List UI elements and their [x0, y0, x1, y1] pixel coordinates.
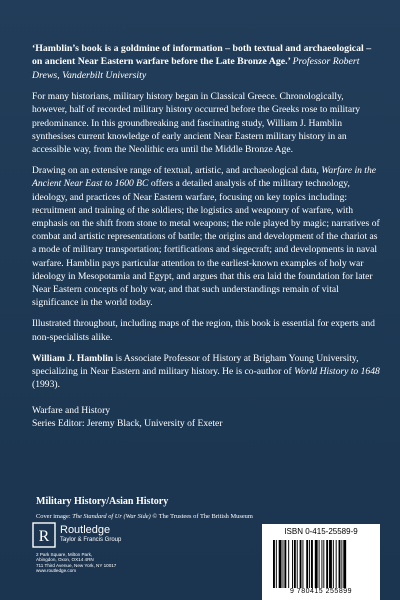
author-name: William J. Hamblin — [32, 352, 114, 364]
author-bio-text: is Associate Professor of History at Brigham Young University, specializing in Near Eastern and military history. He is co-author of — [32, 352, 359, 378]
address-line: Abingdon, Oxon, OX14 4RN — [36, 557, 94, 563]
review-quote — [32, 42, 380, 82]
author-bio — [32, 352, 380, 392]
publisher-group: Taylor & Francis Group — [60, 537, 122, 543]
blurb-paragraph-3: Illustrated throughout, including maps of the region, this book is essential for experts and non-specialists alike. — [32, 318, 375, 343]
series-editor: Series Editor: Jeremy Black, University of Exeter — [32, 418, 223, 430]
publisher-name: Routledge — [60, 524, 111, 536]
svg-text:R: R — [38, 528, 50, 545]
publisher-logo-text — [60, 524, 121, 544]
quote-attribution: Professor Robert Drews, Vanderbilt University — [32, 56, 360, 81]
book-title: Warfare in the Ancient Near East to 1600 BC — [32, 165, 377, 190]
subject-category: Military History/Asian History — [36, 496, 169, 507]
credit-prefix: Cover image: — [36, 513, 71, 520]
blurb-p2-rest: offers a detailed analysis of the military technology, ideology, and practices of Near Eastern warfare, focusing on key topics including: recruitment and training of the soldiers; the logistics and weaponry of warfare, with emphasis on the shift from stone to metal weapons; the role played by magic; narratives of combat and artistic representations of battle; the origins and development of the chariot as a mode of military transportation; fortifications and siegecraft; and developments in naval warfare. Hamblin pays particular attention to the earliest-known examples of holy war ideology in Mesopotamia and Egypt, and argues that this era laid the foundation for later Near Eastern concepts of holy war, and that such understandings remain of vital significance in the world today. — [32, 178, 380, 309]
series-name: Warfare and History — [32, 405, 111, 417]
author-book-year: (1993). — [32, 379, 60, 391]
blurb-paragraph-1: For many historians, military history began in Classical Greece. Chronologically, however, half of recorded military history occurred before the Greeks rose to military predominance. In this groundbreaking and fascinating study, William J. Hamblin synthesises current knowledge of early ancient Near Eastern military history in an accessible way, from the Neolithic era until the Middle Bronze Age. — [32, 91, 361, 156]
series-info — [32, 405, 380, 430]
blurb-p2-start: Drawing on an extensive range of textual, artistic, and archaeological data, — [32, 165, 319, 177]
barcode-number: 9 780415 255899 — [290, 588, 352, 595]
address-line: 2 Park Square, Milton Park, — [36, 552, 93, 557]
barcode-icon — [272, 540, 372, 588]
cover-image-credit — [36, 513, 253, 520]
routledge-logo-icon — [32, 522, 56, 548]
credit-rest: © The Trustees of The British Museum — [152, 513, 253, 520]
credit-title: The Standard of Ur (War Side) — [72, 513, 151, 520]
author-other-book: World History to 1648 — [294, 366, 380, 378]
isbn-barcode-box — [262, 524, 380, 600]
cover-text — [32, 42, 380, 431]
quote-text: ‘Hamblin’s book is a goldmine of information – both textual and archaeological – on ancient Near Eastern warfare before the Late Bronze Age.’ — [32, 43, 372, 68]
address-line: 711 Third Avenue, New York, NY 10017 — [36, 562, 117, 568]
address-line: www.routledge.com — [36, 568, 77, 574]
blurb-paragraph-2 — [32, 164, 380, 309]
publisher-address — [36, 552, 116, 574]
isbn-label: ISBN 0-415-25589-9 — [284, 527, 358, 536]
